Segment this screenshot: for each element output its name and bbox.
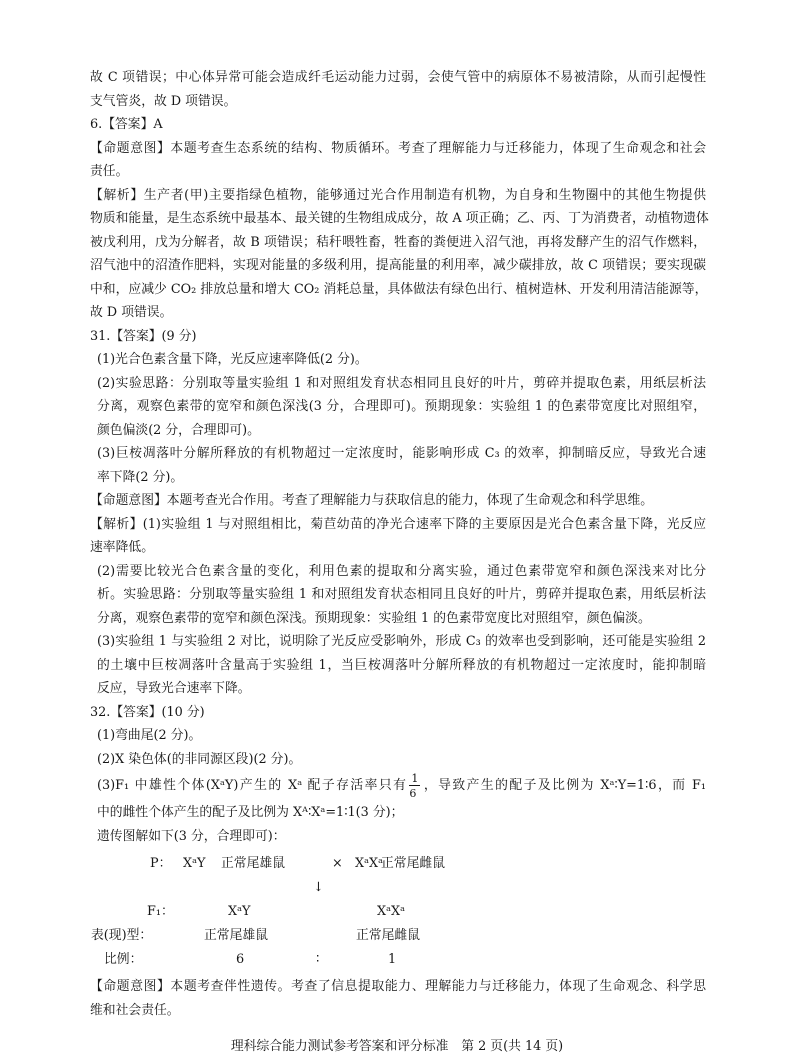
q31-answer-line: (1)光合色素含量下降，光反应速率降低(2 分)。 bbox=[97, 352, 368, 367]
q32-answer-line: (1)弯曲尾(2 分)。 bbox=[97, 728, 202, 743]
down-arrow-icon: ↓ bbox=[313, 880, 324, 895]
q31-analysis-line: 的土壤中巨桉凋落叶含量高于实验组 1，当巨桉凋落叶分解所释放的有机物超过一定浓度时，能抑制暗 bbox=[97, 657, 706, 673]
q6-analysis-line: 【解析】生产者(甲)主要指绿色植物，能够通过光合作用制造有机物，为自身和生物圈中的其他生物提供 bbox=[90, 187, 706, 203]
diagram-parent-row bbox=[90, 852, 706, 876]
q31-analysis-line: (3)实验组 1 与实验组 2 对比，说明除了光反应受影响外，形成 C₃ 的效率也受到影响，还可能是实验组 2 bbox=[97, 634, 706, 649]
q31-answer-line: (2)实验思路：分别取等量实验组 1 和对照组发育状态相同且良好的叶片，剪碎并提取色素，用纸层析法 bbox=[97, 375, 706, 391]
diagram-intro: 遗传图解如下(3 分，合理即可)： bbox=[97, 829, 286, 844]
ratio-male: 6 bbox=[236, 952, 245, 967]
q6-analysis-line: 故 D 项错误。 bbox=[90, 305, 173, 320]
diagram-phenotype-row bbox=[90, 924, 706, 948]
q31-analysis-line: 速率降低。 bbox=[90, 540, 154, 555]
ratio-label: 比例： bbox=[104, 952, 143, 967]
q5-analysis-line: 支气管炎，故 D 项错误。 bbox=[90, 93, 237, 109]
q32-answer-line: 中的雌性个体产生的配子及比例为 Xᴬ∶Xᵃ=1∶1(3 分)； bbox=[97, 805, 404, 820]
fraction bbox=[409, 773, 420, 799]
q5-analysis-line: 故 C 项错误；中心体异常可能会造成纤毛运动能力过弱，会使气管中的病原体不易被清除，从而引起慢性 bbox=[90, 70, 706, 85]
male-genotype: XᵃY bbox=[183, 856, 206, 871]
q32-answer-line-with-fraction bbox=[90, 771, 706, 801]
ratio-separator: ∶ bbox=[316, 952, 320, 967]
q31-intent-line: 【命题意图】本题考查光合作用。考查了理解能力与获取信息的能力，体现了生命观念和科学思维。 bbox=[90, 493, 654, 508]
diagram-f1-row bbox=[90, 900, 706, 924]
q31-analysis-line: 分离，观察色素带的宽窄和颜色深浅。预期现象：实验组 1 的色素带宽度比对照组窄，颜色偏淡。 bbox=[97, 610, 651, 626]
f1-male-genotype: XᵃY bbox=[228, 904, 251, 919]
q6-intent-line: 责任。 bbox=[90, 164, 129, 179]
q31-answer-line: 分离，观察色素带的宽窄和颜色深浅(3 分，合理即可)。预期现象：实验组 1 的色素带宽度比对照组窄， bbox=[97, 399, 706, 414]
q31-analysis-line: (2)需要比较光合色素含量的变化，利用色素的提取和分离实验，通过色素带宽窄和颜色深浅来对比分 bbox=[97, 563, 706, 579]
diagram-arrow-row bbox=[90, 876, 706, 900]
q6-analysis-line: 沼气池中的沼渣作肥料，实现对能量的多级利用，提高能量的利用率，减少碳排放，故 C 项错误；要实现碳 bbox=[90, 258, 706, 273]
q31-analysis-line: 【解析】(1)实验组 1 与对照组相比，菊苣幼苗的净光合速率下降的主要原因是光合色素含量下降，光反应 bbox=[90, 516, 706, 532]
q32-answer-line: (2)X 染色体(的非同源区段)(2 分)。 bbox=[97, 751, 302, 767]
f1-male-phenotype: 正常尾雄鼠 bbox=[204, 928, 268, 943]
ratio-female: 1 bbox=[388, 952, 397, 967]
q6-answer: 6.【答案】A bbox=[90, 117, 163, 132]
q6-intent-line: 【命题意图】本题考查生态系统的结构、物质循环。考查了理解能力与迁移能力，体现了生命观念和社会 bbox=[90, 140, 706, 156]
page-content bbox=[90, 66, 709, 1022]
female-genotype: XᵃXᵃ bbox=[355, 856, 384, 871]
q32-answer-text: (3)F₁ 中雄性个体(XᵃY)产生的 Xᵃ 配子存活率只有 bbox=[97, 778, 408, 793]
q6-analysis-line: 被戊利用，戊为分解者，故 B 项错误；秸秆喂牲畜，牲畜的粪便进入沼气池，再将发酵产生的沼气作燃料， bbox=[90, 234, 706, 250]
q31-answer-line: (3)巨桉凋落叶分解所释放的有机物超过一定浓度时，能影响形成 C₃ 的效率，抑制暗反应，导致光合速 bbox=[97, 446, 706, 461]
diagram-ratio-row bbox=[90, 948, 706, 972]
parent-label: P： bbox=[150, 856, 172, 871]
q6-analysis-line: 物质和能量，是生态系统中最基本、最关键的生物组成成分，故 A 项正确；乙、丙、丁为消费者，动植物遗体 bbox=[90, 211, 709, 226]
q32-intent-line: 维和社会责任。 bbox=[90, 1002, 180, 1018]
q31-answer-line: 率下降(2 分)。 bbox=[97, 469, 184, 485]
f1-female-phenotype: 正常尾雌鼠 bbox=[356, 928, 420, 943]
f1-female-genotype: XᵃXᵃ bbox=[377, 904, 406, 919]
q32-intent-line: 【命题意图】本题考查伴性遗传。考查了信息提取能力、理解能力与迁移能力，体现了生命观念、科学思 bbox=[90, 979, 706, 994]
f1-label: F₁： bbox=[147, 904, 174, 919]
fraction-numerator: 1 bbox=[411, 771, 419, 785]
q32-answer-heading: 32.【答案】(10 分) bbox=[90, 704, 205, 720]
page-footer: 理科综合能力测试参考答案和评分标准 第 2 页(共 14 页) bbox=[230, 1039, 564, 1054]
cross-symbol: × bbox=[332, 856, 343, 871]
q31-analysis-line: 反应，导致光合速率下降。 bbox=[97, 681, 251, 696]
q32-answer-text: ，导致产生的配子及比例为 Xᵃ∶Y=1∶6，而 F₁ bbox=[422, 778, 706, 793]
female-phenotype: 正常尾雌鼠 bbox=[381, 856, 445, 871]
q31-answer-heading: 31.【答案】(9 分) bbox=[90, 328, 197, 344]
fraction-denominator: 6 bbox=[409, 786, 417, 800]
q31-analysis-line: 析。实验思路：分别取等量实验组 1 和对照组发育状态相同且良好的叶片，剪碎并提取色素，用纸层析法 bbox=[97, 587, 706, 602]
q31-answer-line: 颜色偏淡(2 分，合理即可)。 bbox=[97, 422, 260, 438]
male-phenotype: 正常尾雄鼠 bbox=[221, 856, 285, 871]
q6-analysis-line: 中和，应减少 CO₂ 排放总量和增大 CO₂ 消耗总量，具体做法有绿色出行、植树造林、开发利用清洁能源等， bbox=[90, 281, 708, 297]
phenotype-label: 表(现)型： bbox=[91, 928, 153, 943]
